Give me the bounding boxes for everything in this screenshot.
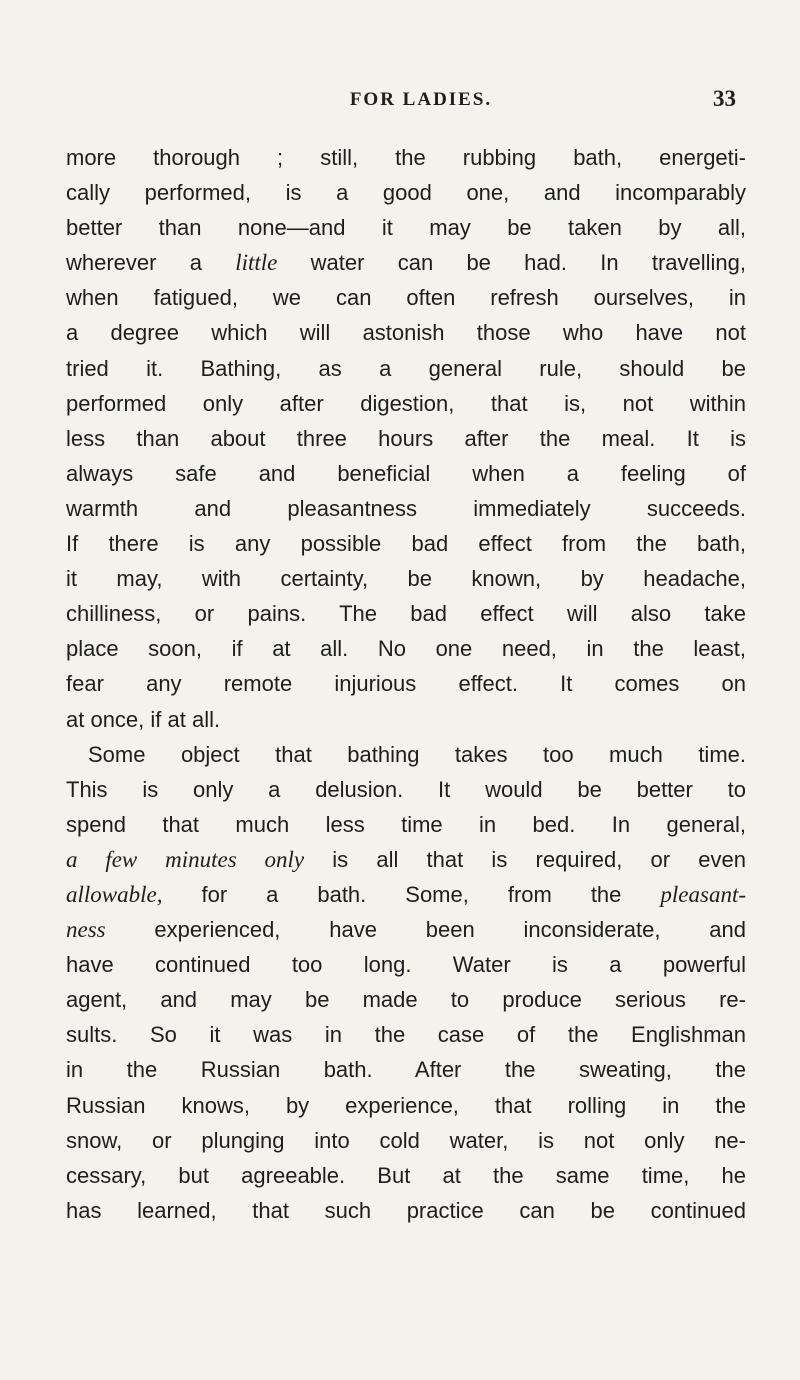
text-line <box>66 842 746 877</box>
text-line <box>66 596 746 631</box>
text-segment: it may, with certainty, be known, by headache, <box>66 566 746 592</box>
text-line <box>66 737 746 772</box>
text-line <box>66 947 746 982</box>
text-segment: Russian knows, by experience, that rolling in the <box>66 1092 746 1118</box>
text-line <box>66 351 746 386</box>
text-line <box>66 526 746 561</box>
text-line <box>66 421 746 456</box>
text-segment: Some object that bathing takes too much time. <box>88 741 746 767</box>
text-line <box>66 175 746 210</box>
text-line <box>66 877 746 912</box>
italic-text: allowable, <box>66 881 163 907</box>
text-segment: performed only after digestion, that is, not within <box>66 390 746 416</box>
text-segment: This is only a delusion. It would be better to <box>66 776 746 802</box>
text-segment: fear any remote injurious effect. It comes on <box>66 671 746 697</box>
text-segment: agent, and may be made to produce serious re- <box>66 987 746 1013</box>
text-line <box>66 280 746 315</box>
text-segment: place soon, if at all. No one need, in the least, <box>66 636 746 662</box>
text-segment: in the Russian bath. After the sweating, the <box>66 1057 746 1083</box>
text-segment: at once, if at all. <box>66 706 221 732</box>
text-segment: a degree which will astonish those who have not <box>66 320 746 346</box>
text-segment: chilliness, or pains. The bad effect will also take <box>66 601 746 627</box>
running-head <box>66 86 736 119</box>
text-line <box>66 1052 746 1087</box>
text-segment: for a bath. Some, from the <box>162 881 661 907</box>
text-segment: water can be had. In travelling, <box>277 250 746 276</box>
text-line <box>66 702 746 737</box>
text-segment: when fatigued, we can often refresh ourselves, in <box>66 285 746 311</box>
text-line <box>66 386 746 421</box>
text-segment: less than about three hours after the meal. It is <box>66 425 746 451</box>
text-line <box>66 315 746 350</box>
text-segment: cally performed, is a good one, and incomparably <box>66 180 746 206</box>
text-segment: always safe and beneficial when a feeling of <box>66 460 746 486</box>
text-segment: has learned, that such practice can be continued <box>66 1197 746 1223</box>
italic-text: ness <box>66 917 106 943</box>
text-segment: warmth and pleasantness immediately succeeds. <box>66 495 746 521</box>
text-line <box>66 912 746 947</box>
text-line <box>66 772 746 807</box>
text-line <box>66 982 746 1017</box>
text-segment: spend that much less time in bed. In general, <box>66 811 746 837</box>
text-segment: If there is any possible bad effect from the bath, <box>66 531 746 557</box>
text-segment: cessary, but agreeable. But at the same time, he <box>66 1162 746 1188</box>
body-text <box>66 140 746 1228</box>
text-line <box>66 1158 746 1193</box>
text-segment: better than none—and it may be taken by all, <box>66 215 746 241</box>
text-segment: tried it. Bathing, as a general rule, should be <box>66 355 746 381</box>
italic-text: pleasant- <box>660 881 746 907</box>
italic-text: a few minutes only <box>66 846 305 872</box>
text-segment: have continued too long. Water is a powerful <box>66 952 746 978</box>
text-line <box>66 1017 746 1052</box>
text-line <box>66 491 746 526</box>
page-number: 33 <box>713 86 736 111</box>
text-line <box>66 666 746 701</box>
text-segment: more thorough ; still, the rubbing bath, energeti- <box>66 145 746 170</box>
text-line <box>66 1088 746 1123</box>
text-line <box>66 631 746 666</box>
text-line <box>66 140 746 175</box>
text-segment: snow, or plunging into cold water, is not only ne- <box>66 1127 746 1153</box>
text-line <box>66 561 746 596</box>
text-line <box>66 1123 746 1158</box>
italic-text: little <box>235 250 278 276</box>
text-segment: wherever a <box>66 250 236 276</box>
text-segment: sults. So it was in the case of the Englishman <box>66 1022 746 1048</box>
text-line <box>66 245 746 280</box>
text-segment: experienced, have been inconsiderate, and <box>105 917 746 943</box>
text-line <box>66 1193 746 1228</box>
text-line <box>66 456 746 491</box>
text-line <box>66 210 746 245</box>
text-segment: is all that is required, or even <box>304 846 746 872</box>
running-title: FOR LADIES. <box>349 89 493 110</box>
text-line <box>66 807 746 842</box>
